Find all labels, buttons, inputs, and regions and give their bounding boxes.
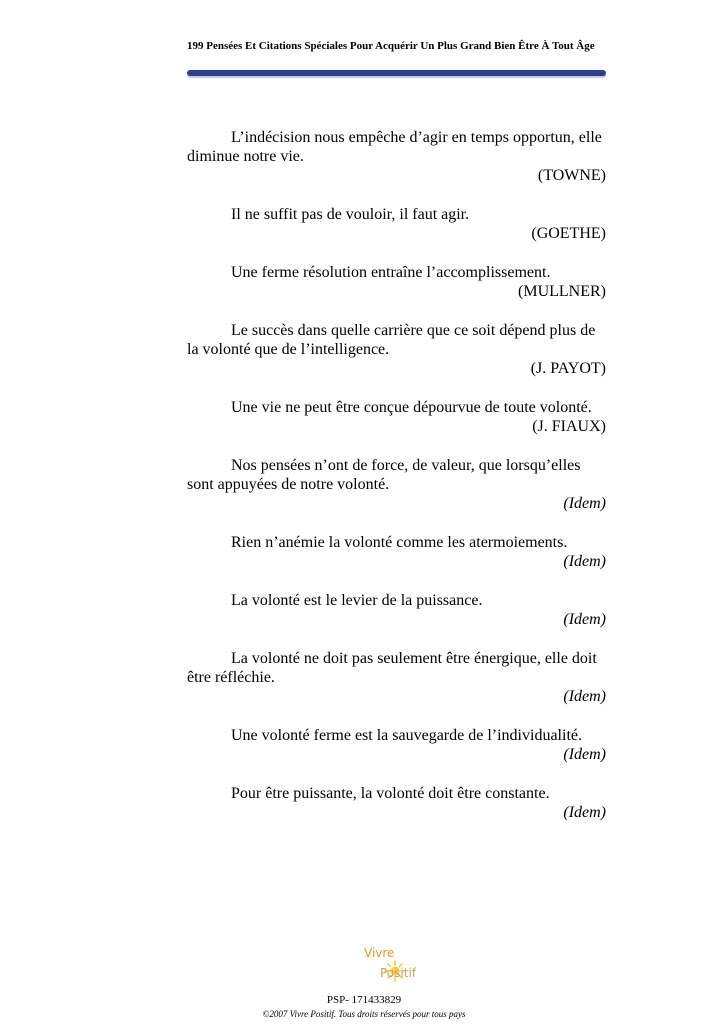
quote-item [187, 456, 606, 513]
quote-list [187, 128, 606, 842]
quote-author: (GOETHE) [531, 225, 606, 242]
quote-text: Rien n’anémie la volonté comme les atermoiements. [231, 534, 568, 551]
quote-item [187, 784, 606, 822]
quote-item [187, 205, 606, 243]
quote-author: (Idem) [563, 553, 606, 570]
quote-text: Le succès dans quelle carrière que ce soit dépend plus de la volonté que de l’intelligence. [187, 322, 596, 358]
header-divider [187, 70, 606, 76]
quote-item [187, 321, 606, 378]
quote-author: (Idem) [563, 611, 606, 628]
quote-text: Nos pensées n’ont de force, de valeur, que lorsqu’elles sont appuyées de notre volonté. [187, 457, 581, 493]
logo-line2: Positif [380, 966, 416, 980]
quote-text: La volonté ne doit pas seulement être énergique, elle doit être réfléchie. [187, 650, 597, 686]
quote-text: Pour être puissante, la volonté doit être constante. [231, 785, 550, 802]
footer-code: PSP- 171433829 [326, 994, 402, 1006]
quote-item [187, 128, 606, 185]
quote-text: Une ferme résolution entraîne l’accomplissement. [231, 264, 551, 281]
quote-item [187, 726, 606, 764]
quote-author: (Idem) [563, 804, 606, 821]
quote-author: (J. FIAUX) [532, 418, 606, 435]
quote-item [187, 649, 606, 706]
quote-text: L’indécision nous empêche d’agir en temps opportun, elle diminue notre vie. [187, 129, 602, 165]
quote-text: Il ne suffit pas de vouloir, il faut agir. [231, 206, 470, 223]
quote-author: (Idem) [563, 688, 606, 705]
logo-line1: Vivre [364, 946, 395, 960]
quote-text: Une volonté ferme est la sauvegarde de l’individualité. [231, 727, 582, 744]
quote-author: (TOWNE) [537, 167, 606, 184]
quote-text: Une vie ne peut être conçue dépourvue de toute volonté. [231, 399, 592, 416]
quote-author: (Idem) [563, 495, 606, 512]
quote-item [187, 591, 606, 629]
quote-item [187, 263, 606, 301]
document-header-title: 199 Pensées Et Citations Spéciales Pour Acquérir Un Plus Grand Bien Être À Tout Âge [187, 40, 595, 52]
quote-text: La volonté est le levier de la puissance. [231, 592, 483, 609]
vivre-positif-logo [358, 946, 438, 986]
footer-copyright: ©2007 Vivre Positif. Tous droits réservés pour tous pays [262, 1009, 466, 1019]
quote-author: (Idem) [563, 746, 606, 763]
quote-item [187, 398, 606, 436]
quote-author: (J. PAYOT) [530, 360, 606, 377]
quote-author: (MULLNER) [518, 283, 606, 300]
quote-item [187, 533, 606, 571]
